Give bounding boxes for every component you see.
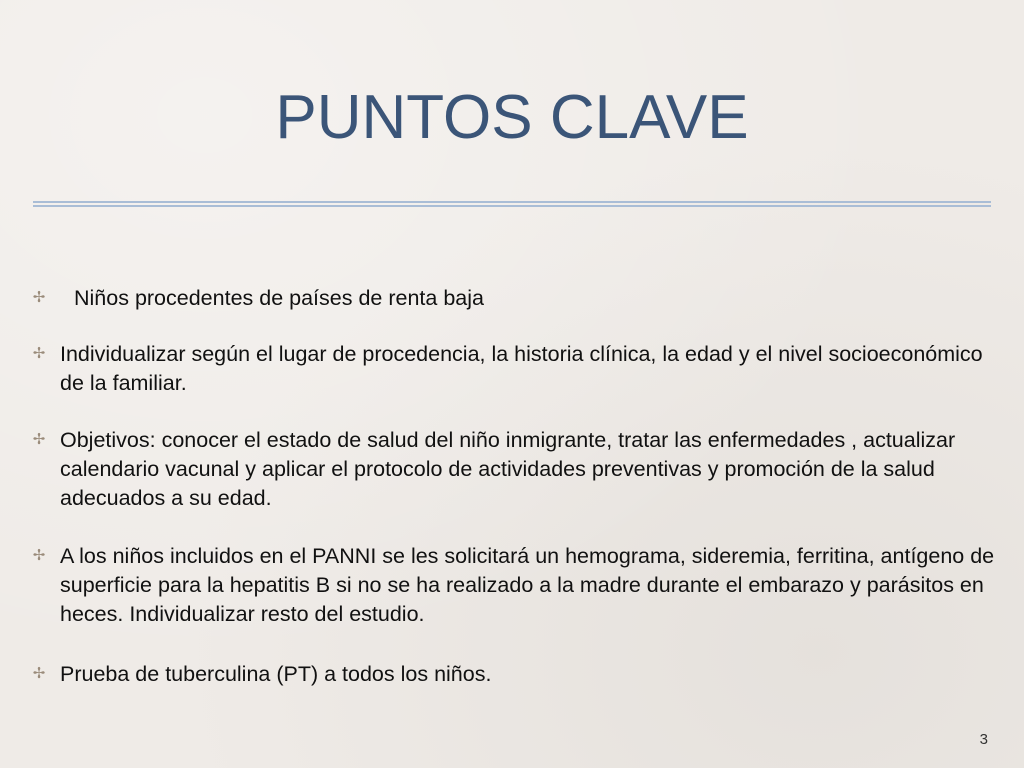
bullet-text: A los niños incluidos en el PANNI se les solicitará un hemograma, sideremia, ferritina, antígeno de superficie para la hepatitis B si no se ha realizado a la madre durante el embarazo y parásitos en heces. Individualizar resto del estudio. <box>60 544 995 626</box>
cross-flower-icon: ✢ <box>32 665 46 682</box>
bullet-text: Objetivos: conocer el estado de salud del niño inmigrante, tratar las enfermedades , actualizar calendario vacunal y aplicar el protocolo de actividades preventivas y promoción de la salud adecuados a su edad. <box>60 428 956 510</box>
cross-flower-icon: ✢ <box>32 345 46 362</box>
bullet-text: Prueba de tuberculina (PT) a todos los niños. <box>60 662 492 686</box>
cross-flower-icon: ✢ <box>32 547 46 564</box>
bullet-text: Niños procedentes de países de renta baja <box>74 286 484 310</box>
bullet-text: Individualizar según el lugar de procedencia, la historia clínica, la edad y el nivel socioeconómico de la familiar. <box>60 342 983 395</box>
page-number: 3 <box>979 731 988 748</box>
cross-flower-icon: ✢ <box>32 431 46 448</box>
cross-flower-icon: ✢ <box>32 289 46 306</box>
slide-title: PUNTOS CLAVE <box>275 83 749 152</box>
